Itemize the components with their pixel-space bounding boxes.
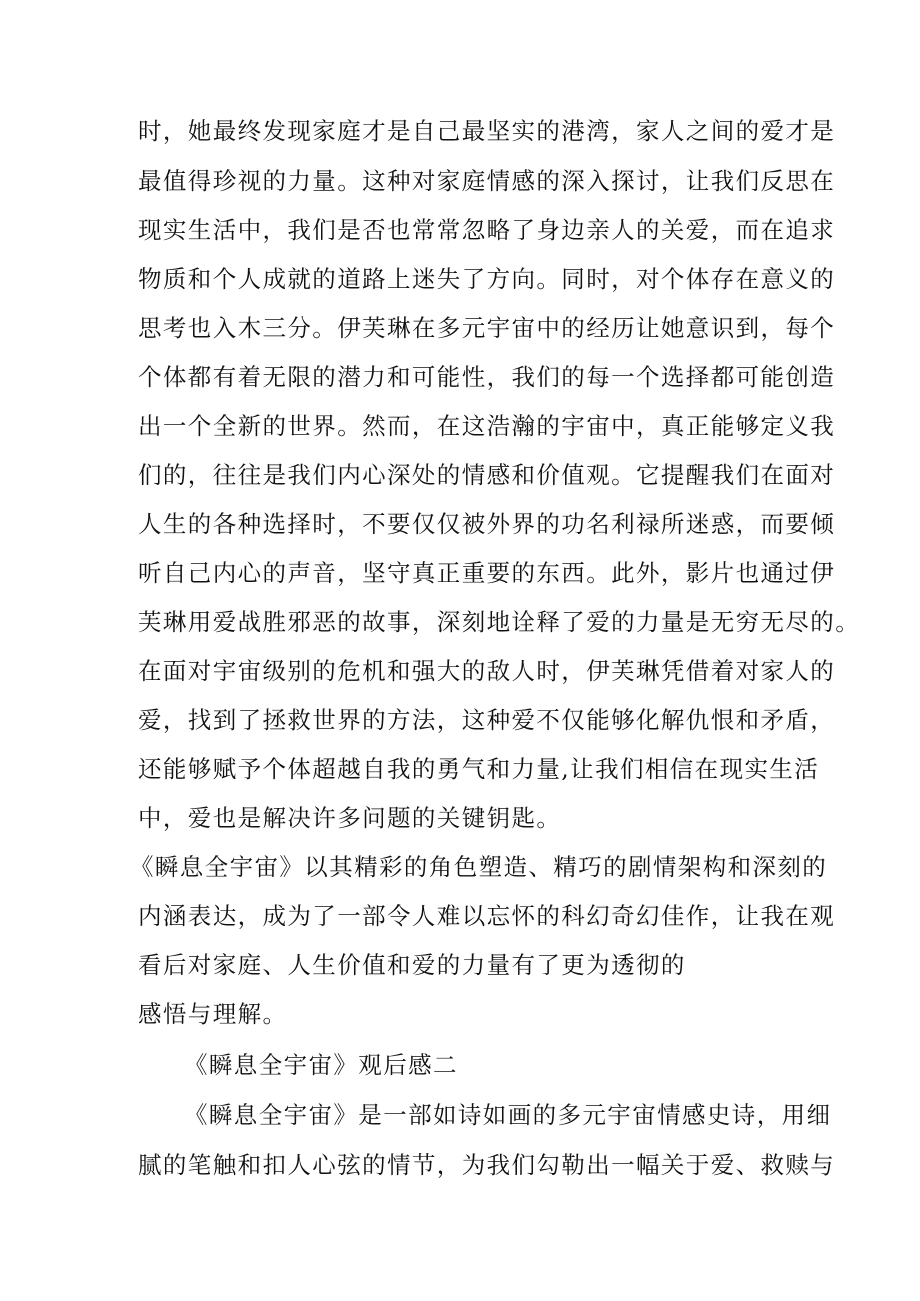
text-line: 爱，找到了拯救世界的方法，这种爱不仅能够化解仇恨和矛盾， bbox=[138, 706, 836, 734]
text-line: 内涵表达，成为了一部令人难以忘怀的科幻奇幻佳作，让我在观 bbox=[138, 902, 836, 930]
text-line: 腻的笔触和扣人心弦的情节，为我们勾勒出一幅关于爱、救赎与 bbox=[138, 1151, 836, 1179]
text-line: 人生的各种选择时，不要仅仅被外界的功名利禄所迷惑，而要倾 bbox=[138, 510, 836, 538]
text-line: 看后对家庭、人生价值和爱的力量有了更为透彻的 bbox=[138, 951, 686, 979]
text-line: 在面对宇宙级别的危机和强大的敌人时，伊芙琳凭借着对家人的 bbox=[138, 657, 836, 685]
text-line: 思考也入木三分。伊芙琳在多元宇宙中的经历让她意识到，每个 bbox=[138, 314, 836, 342]
text-line: 芙琳用爱战胜邪恶的故事，深刻地诠释了爱的力量是无穷无尽的。 bbox=[138, 608, 861, 636]
text-line: 还能够赋予个体超越自我的勇气和力量,让我们相信在现实生活 bbox=[138, 755, 820, 783]
text-line: 《瞬息全宇宙》是一部如诗如画的多元宇宙情感史诗，用细 bbox=[184, 1101, 832, 1129]
text-line: 们的，往往是我们内心深处的情感和价值观。它提醒我们在面对 bbox=[138, 461, 836, 489]
text-line: 《瞬息全宇宙》以其精彩的角色塑造、精巧的剧情架构和深刻的 bbox=[130, 853, 828, 881]
text-line: 中，爱也是解决许多问题的关键钥匙。 bbox=[138, 804, 562, 832]
text-line: 听自己内心的声音，坚守真正重要的东西。此外，影片也通过伊 bbox=[138, 559, 836, 587]
text-line: 出一个全新的世界。然而，在这浩瀚的宇宙中，真正能够定义我 bbox=[138, 412, 836, 440]
section-heading: 《瞬息全宇宙》观后感二 bbox=[184, 1051, 458, 1079]
text-line: 物质和个人成就的道路上迷失了方向。同时，对个体存在意义的 bbox=[138, 265, 836, 293]
text-line: 时，她最终发现家庭才是自己最坚实的港湾，家人之间的爱才是 bbox=[138, 117, 836, 145]
text-line: 现实生活中，我们是否也常常忽略了身边亲人的关爱，而在追求 bbox=[138, 216, 836, 244]
text-line: 感悟与理解。 bbox=[138, 1000, 288, 1028]
text-line: 个体都有着无限的潜力和可能性，我们的每一个选择都可能创造 bbox=[138, 363, 836, 391]
text-line: 最值得珍视的力量。这种对家庭情感的深入探讨，让我们反思在 bbox=[138, 167, 836, 195]
